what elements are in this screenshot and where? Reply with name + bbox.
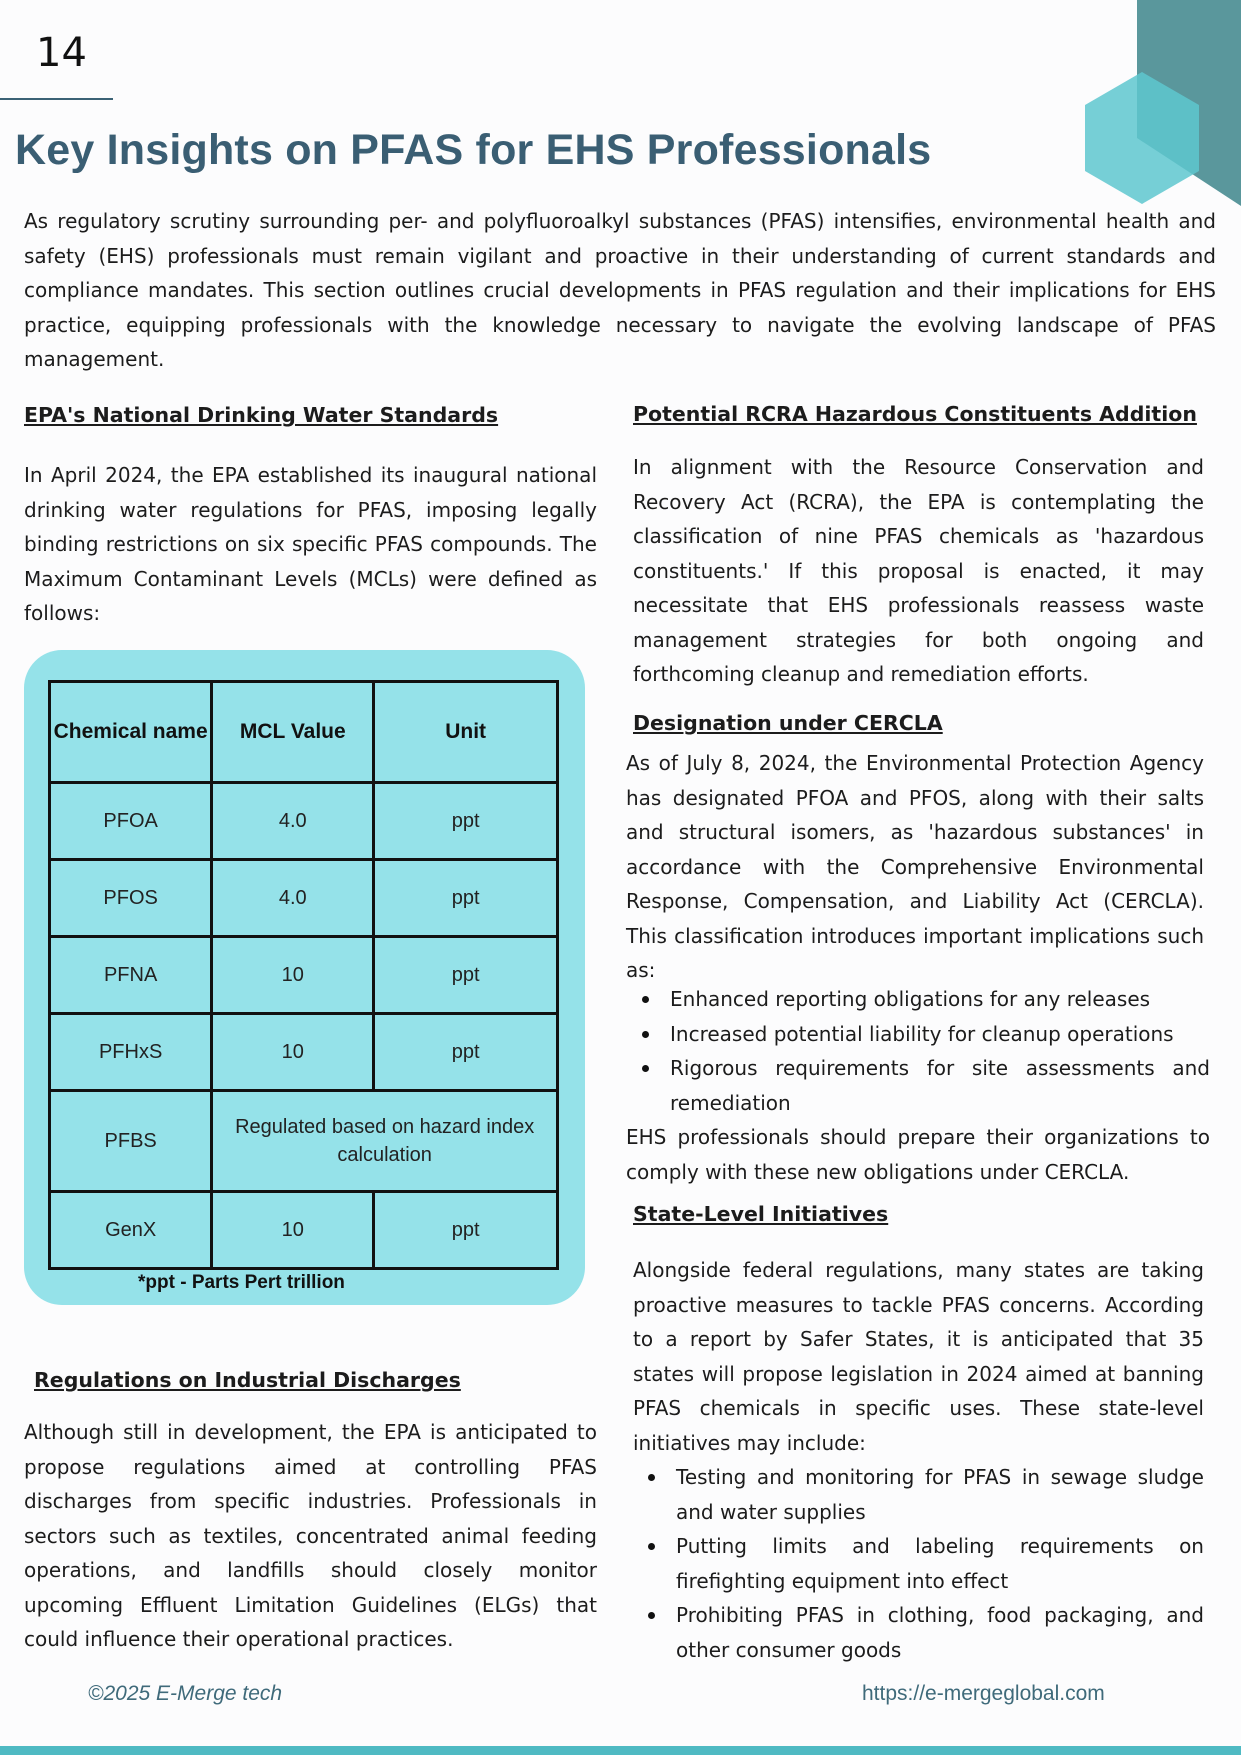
industrial-paragraph: Although still in development, the EPA is anticipated to propose regulations aimed at controlling PFAS discharges from specific industries. Professionals in sectors such as textiles, concentrated animal feeding operations, and landfills should closely monitor upcoming Effluent Limitation Guidelines (ELGs) that could influence their operational practices.	[24, 1420, 597, 1651]
mcl-table-card	[24, 650, 585, 1305]
column-header-unit: Unit	[374, 682, 558, 783]
drinking-water-heading: EPA's National Drinking Water Standards	[24, 403, 499, 427]
footer-copyright: ©2025 E-Merge tech	[88, 1682, 283, 1705]
table-row	[50, 860, 558, 937]
cercla-heading: Designation under CERCLA	[633, 711, 943, 735]
column-header-mcl-value: MCL Value	[212, 682, 374, 783]
unit-cell: ppt	[374, 1014, 558, 1091]
chemical-cell: PFNA	[50, 937, 212, 1014]
table-row	[50, 937, 558, 1014]
chemical-cell: GenX	[50, 1192, 212, 1269]
intro-paragraph: As regulatory scrutiny surrounding per- and polyfluoroalkyl substances (PFAS) intensifies, environmental health and safety (EHS) professionals must remain vigilant and proactive in their understanding of current standards and compliance mandates. This section outlines crucial developments in PFAS regulation and their implications for EHS practice, equipping professionals with the knowledge necessary to navigate the evolving landscape of PFAS management.	[24, 209, 1216, 371]
footer-url-link[interactable]: https://e-mergeglobal.com	[862, 1682, 1105, 1705]
table-footnote: *ppt - Parts Pert trillion	[138, 1272, 345, 1293]
unit-cell: ppt	[374, 937, 558, 1014]
unit-cell: ppt	[374, 860, 558, 937]
list-item: Enhanced reporting obligations for any releases	[670, 982, 1210, 1017]
mcl-value-cell: 4.0	[212, 783, 374, 860]
table-row	[50, 1091, 558, 1192]
drinking-water-paragraph: In April 2024, the EPA established its inaugural national drinking water regulations for PFAS, imposing legally binding restrictions on six specific PFAS compounds. The Maximum Contaminant Levels (MCLs) were defined as follows:	[24, 463, 597, 625]
cercla-paragraph: As of July 8, 2024, the Environmental Protection Agency has designated PFOA and PFOS, along with their salts and structural isomers, as 'hazardous substances' in accordance with the Comprehensive Environmental Response, Compensation, and Liability Act (CERCLA). This classification introduces important implications such as:	[626, 751, 1204, 982]
bullet-icon	[648, 1543, 655, 1550]
table-header-row	[50, 682, 558, 783]
bottom-accent-bar	[0, 1746, 1241, 1755]
state-initiatives-list	[676, 1460, 1204, 1667]
page-title: Key Insights on PFAS for EHS Professionals	[15, 126, 932, 174]
state-heading: State-Level Initiatives	[633, 1202, 889, 1226]
chemical-cell: PFOS	[50, 860, 212, 937]
list-item: Increased potential liability for cleanup operations	[670, 1017, 1210, 1052]
page-number: 14	[36, 30, 87, 76]
unit-cell: ppt	[374, 1192, 558, 1269]
state-paragraph: Alongside federal regulations, many states are taking proactive measures to tackle PFAS concerns. According to a report by Safer States, it is anticipated that 35 states will propose legislation in 2024 aimed at banning PFAS chemicals in specific uses. These state-level initiatives may include:	[633, 1258, 1204, 1455]
cercla-implications-list	[670, 982, 1210, 1120]
list-item: Testing and monitoring for PFAS in sewage sludge and water supplies	[676, 1460, 1204, 1529]
bullet-icon	[642, 996, 649, 1003]
table-row	[50, 1192, 558, 1269]
bullet-icon	[648, 1612, 655, 1619]
unit-cell: ppt	[374, 783, 558, 860]
merged-note-cell: Regulated based on hazard index calculation	[212, 1091, 558, 1192]
chemical-cell: PFHxS	[50, 1014, 212, 1091]
mcl-value-cell: 10	[212, 1192, 374, 1269]
list-item: Prohibiting PFAS in clothing, food packaging, and other consumer goods	[676, 1598, 1204, 1667]
bullet-icon	[642, 1031, 649, 1038]
column-header-chemical: Chemical name	[50, 682, 212, 783]
industrial-heading: Regulations on Industrial Discharges	[34, 1368, 461, 1392]
rcra-paragraph: In alignment with the Resource Conservation and Recovery Act (RCRA), the EPA is contemplating the classification of nine PFAS chemicals as 'hazardous constituents.' If this proposal is enacted, it may necessitate that EHS professionals reassess waste management strategies for both ongoing and forthcoming cleanup and remediation efforts.	[633, 455, 1204, 686]
mcl-table	[48, 680, 559, 1270]
table-row	[50, 1014, 558, 1091]
bullet-icon	[642, 1065, 649, 1072]
mcl-value-cell: 10	[212, 937, 374, 1014]
list-item: Rigorous requirements for site assessments and remediation	[670, 1051, 1210, 1120]
cercla-closing-paragraph: EHS professionals should prepare their organizations to comply with these new obligations under CERCLA.	[626, 1125, 1210, 1184]
table-row	[50, 783, 558, 860]
rcra-heading: Potential RCRA Hazardous Constituents Addition	[633, 402, 1197, 426]
bullet-icon	[648, 1474, 655, 1481]
chemical-cell: PFBS	[50, 1091, 212, 1192]
decorative-hexagons	[1041, 0, 1241, 215]
page-number-rule	[0, 98, 113, 100]
mcl-value-cell: 4.0	[212, 860, 374, 937]
list-item: Putting limits and labeling requirements on firefighting equipment into effect	[676, 1529, 1204, 1598]
mcl-value-cell: 10	[212, 1014, 374, 1091]
chemical-cell: PFOA	[50, 783, 212, 860]
